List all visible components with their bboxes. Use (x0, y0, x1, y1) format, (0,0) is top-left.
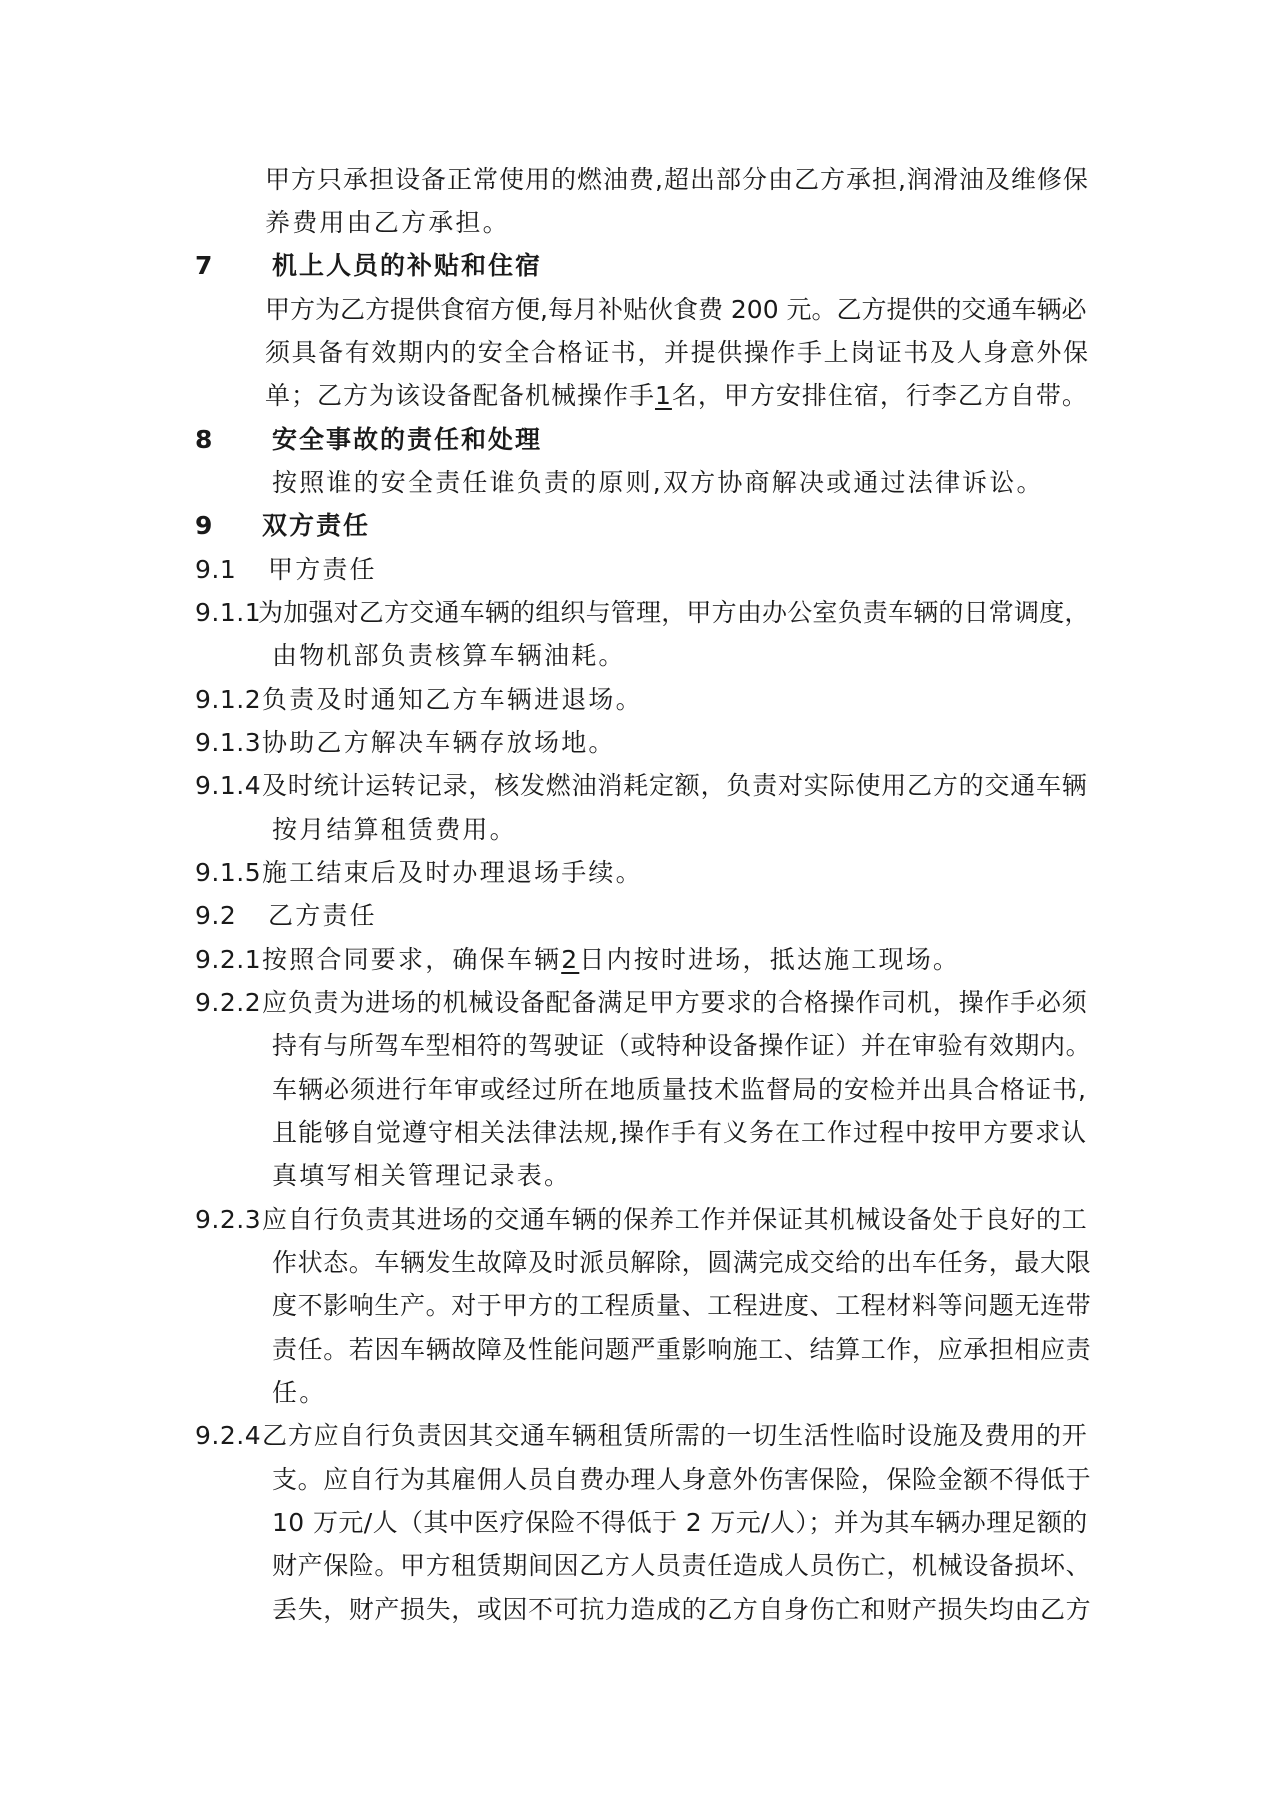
subsection-number: 9.2 (195, 901, 237, 930)
subsection-heading: 乙方责任 (268, 901, 377, 930)
paragraph-line: 由物机部负责核算车辆油耗。 (272, 641, 626, 670)
section-heading: 安全事故的责任和处理 (272, 425, 543, 454)
paragraph-line: 养费用由乙方承担。 (265, 208, 510, 237)
clause-number: 9.1.2 (195, 685, 262, 714)
clause-number: 9.1.5 (195, 858, 262, 887)
operator-count: 1 (655, 381, 672, 410)
paragraph-line: 为加强对乙方交通车辆的组织与管理，甲方由办公室负责车辆的日常调度， (258, 598, 1090, 627)
paragraph-line: 按月结算租赁费用。 (272, 815, 517, 844)
subsection-heading: 甲方责任 (268, 555, 377, 584)
paragraph-line: 任。 (272, 1378, 327, 1407)
paragraph-line: 财产保险。甲方租赁期间因乙方人员责任造成人员伤亡，机械设备损坏、 (272, 1551, 1092, 1580)
paragraph-line: 协助乙方解决车辆存放场地。 (262, 728, 616, 757)
paragraph-line: 10 万元/人（其中医疗保险不得低于 2 万元/人）；并为其车辆办理足额的 (272, 1508, 1088, 1537)
paragraph-line: 须具备有效期内的安全合格证书，并提供操作手上岗证书及人身意外保 (265, 338, 1090, 367)
paragraph-line: 车辆必须进行年审或经过所在地质量技术监督局的安检并出具合格证书, (272, 1075, 1087, 1104)
section-heading: 双方责任 (262, 511, 371, 540)
paragraph-line (265, 378, 1088, 414)
subsection-number: 9.1 (195, 555, 237, 584)
paragraph-line: 应自行负责其进场的交通车辆的保养工作并保证其机械设备处于良好的工 (262, 1205, 1088, 1234)
text-segment: 名，甲方安排住宿，行李乙方自带。 (671, 381, 1088, 410)
section-number: 8 (195, 425, 213, 454)
text-segment: 单；乙方为该设备配备机械操作手 (265, 381, 656, 410)
text-segment: 日内按时进场，抵达施工现场。 (579, 945, 961, 974)
paragraph-line: 及时统计运转记录，核发燃油消耗定额，负责对实际使用乙方的交通车辆 (262, 771, 1088, 800)
paragraph-line: 且能够自觉遵守相关法律法规,操作手有义务在工作过程中按甲方要求认 (272, 1118, 1087, 1147)
clause-number: 9.2.2 (195, 988, 262, 1017)
section-number: 9 (195, 511, 213, 540)
paragraph-line: 应负责为进场的机械设备配备满足甲方要求的合格操作司机，操作手必须 (262, 988, 1088, 1017)
paragraph-line: 责任。若因车辆故障及性能问题严重影响施工、结算工作，应承担相应责 (272, 1335, 1092, 1364)
section-number: 7 (195, 251, 213, 280)
clause-number: 9.1.1 (195, 598, 262, 627)
clause-number: 9.2.3 (195, 1205, 262, 1234)
paragraph-line: 作状态。车辆发生故障及时派员解除，圆满完成交给的出车任务，最大限 (272, 1248, 1092, 1277)
clause-number: 9.2.1 (195, 945, 262, 974)
paragraph-line (262, 942, 960, 978)
clause-number: 9.1.4 (195, 771, 262, 800)
section-heading: 机上人员的补贴和住宿 (272, 251, 543, 280)
text-segment: 按照合同要求，确保车辆 (262, 945, 562, 974)
paragraph-line: 丢失，财产损失，或因不可抗力造成的乙方自身伤亡和财产损失均由乙方 (272, 1595, 1092, 1624)
paragraph-line: 持有与所驾车型相符的驾驶证（或特种设备操作证）并在审验有效期内。 (272, 1031, 1092, 1060)
paragraph-line: 乙方应自行负责因其交通车辆租赁所需的一切生活性临时设施及费用的开 (262, 1421, 1088, 1450)
paragraph-line: 真填写相关管理记录表。 (272, 1161, 572, 1190)
paragraph-line: 甲方只承担设备正常使用的燃油费,超出部分由乙方承担,润滑油及维修保 (265, 165, 1089, 194)
paragraph-line: 负责及时通知乙方车辆进退场。 (262, 685, 643, 714)
days-count: 2 (561, 945, 580, 974)
paragraph-line: 支。应自行为其雇佣人员自费办理人身意外伤害保险，保险金额不得低于 (272, 1465, 1092, 1494)
paragraph-line: 按照谁的安全责任谁负责的原则,双方协商解决或通过法律诉讼。 (272, 468, 1044, 497)
paragraph-line: 施工结束后及时办理退场手续。 (262, 858, 643, 887)
paragraph-line: 度不影响生产。对于甲方的工程质量、工程进度、工程材料等问题无连带 (272, 1291, 1092, 1320)
paragraph-line: 甲方为乙方提供食宿方便,每月补贴伙食费 200 元。乙方提供的交通车辆必 (265, 295, 1087, 324)
clause-number: 9.1.3 (195, 728, 262, 757)
clause-number: 9.2.4 (195, 1421, 262, 1450)
